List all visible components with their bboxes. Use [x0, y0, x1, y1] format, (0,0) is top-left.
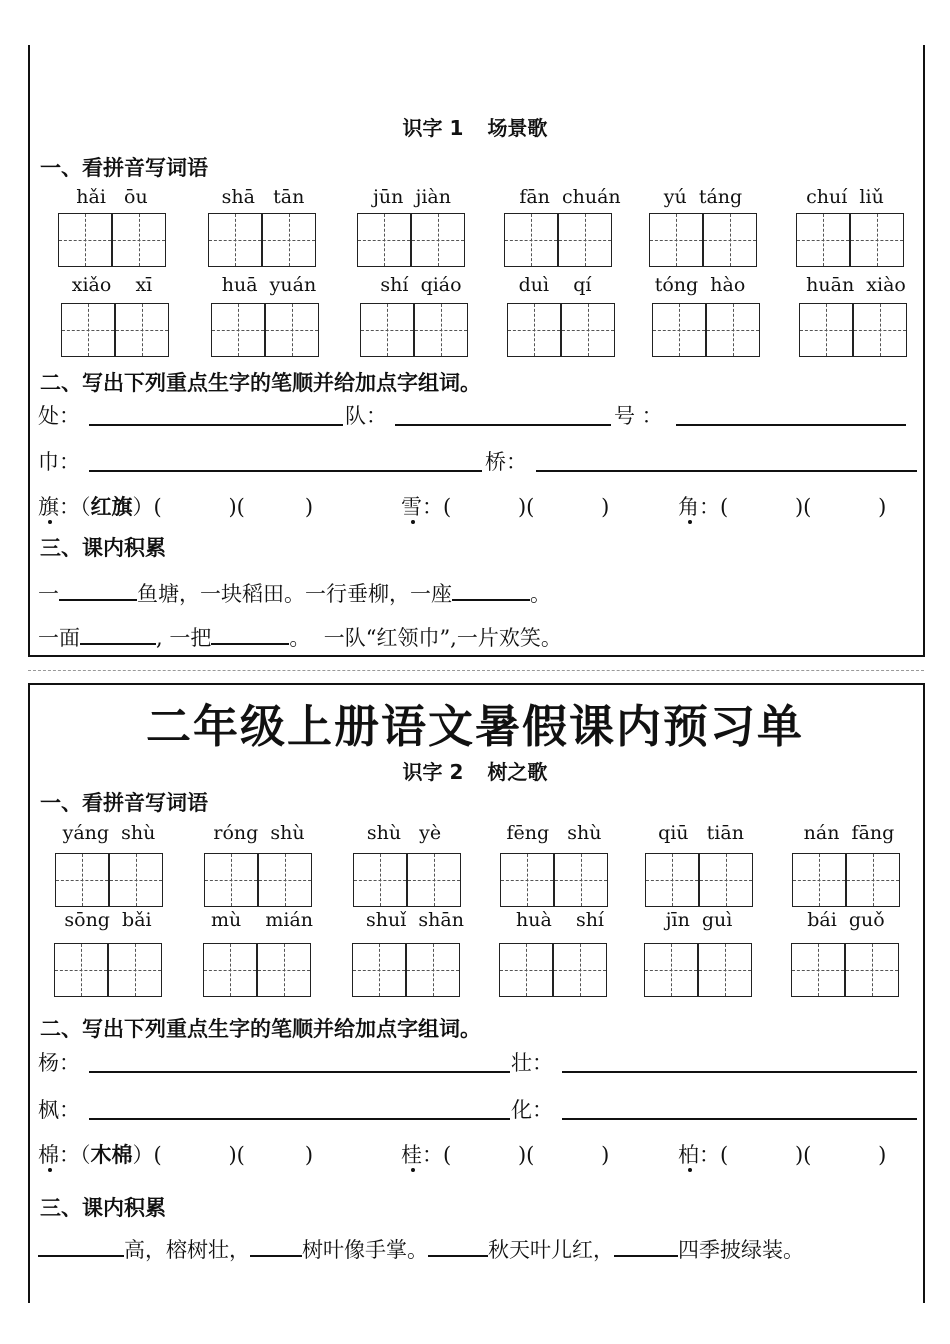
fill-blank[interactable] — [250, 1237, 302, 1257]
sheet2-pinyin-r2-5: jīn guì — [665, 909, 733, 931]
writing-box[interactable] — [411, 213, 465, 267]
stroke-char-qiao: 桥： — [485, 450, 527, 474]
writing-box[interactable] — [561, 303, 615, 357]
fill-blank[interactable] — [614, 1237, 678, 1257]
sheet2-main-title: 二年级上册语文暑假课内预习单 — [145, 700, 804, 753]
writing-box[interactable] — [257, 943, 311, 997]
writing-box[interactable] — [108, 943, 162, 997]
stroke-char-jin: 巾： — [38, 450, 80, 474]
sheet1-accum-line-2 — [38, 622, 562, 652]
fill-blank[interactable] — [80, 625, 156, 645]
writing-box[interactable] — [115, 303, 169, 357]
writing-box[interactable] — [652, 303, 706, 357]
sheet1-pinyin-r1-2: shā tān — [221, 186, 305, 208]
sheet2-lesson-name: 树之歌 — [487, 760, 548, 784]
word-blanks[interactable]: ）( )( ) — [132, 495, 314, 519]
writing-box[interactable] — [846, 853, 900, 907]
sheet1-pinyin-r2-1: xiǎo xī — [71, 274, 153, 296]
writing-box[interactable] — [699, 853, 753, 907]
sheet1-section1-heading: 一、看拼音写词语 — [40, 156, 208, 180]
sheet1-pinyin-r1-6: chuí liǔ — [806, 186, 884, 208]
writing-box[interactable] — [55, 853, 109, 907]
sheet2-pinyin-r2-1: sōng bǎi — [64, 909, 152, 931]
sheet2-pinyin-r2-4: huà shí — [515, 909, 605, 931]
answer-line[interactable] — [395, 424, 611, 426]
char-xue: 雪： — [401, 495, 443, 519]
sheet2-accum-line — [38, 1234, 804, 1264]
accum-text: 树叶像手掌。 — [302, 1238, 428, 1262]
writing-box[interactable] — [554, 853, 608, 907]
accum-text: 四季披绿装。 — [678, 1238, 804, 1262]
accum-text: , 一把 — [156, 626, 212, 650]
writing-box[interactable] — [258, 853, 312, 907]
writing-box[interactable] — [553, 943, 607, 997]
accum-text: 高，榕树壮， — [124, 1238, 250, 1262]
paren-open: （ — [80, 495, 91, 519]
emphasis-dot — [688, 520, 692, 524]
writing-box[interactable] — [406, 943, 460, 997]
writing-box[interactable] — [54, 943, 108, 997]
writing-box[interactable] — [208, 213, 262, 267]
stroke-char-yang: 杨： — [38, 1051, 80, 1075]
writing-box[interactable] — [649, 213, 703, 267]
stroke-char-hao: 号 ： — [614, 404, 663, 428]
sheet2-pinyin-r2-3: shuǐ shān — [366, 909, 464, 931]
writing-box[interactable] — [645, 853, 699, 907]
writing-box[interactable] — [109, 853, 163, 907]
answer-line[interactable] — [89, 424, 343, 426]
writing-box[interactable] — [850, 213, 904, 267]
sheet1-section2-heading: 二、写出下列重点生字的笔顺并给加点字组词。 — [40, 371, 481, 395]
sheet1-section3-heading: 三、课内积累 — [40, 536, 166, 560]
sheet1-pinyin-r1-4: fān chuán — [519, 186, 621, 208]
emphasis-dot — [688, 1168, 692, 1172]
word-blanks[interactable]: ）( )( ) — [132, 1143, 314, 1167]
sheet2-pinyin-r1-3: shù yè — [366, 822, 442, 844]
char-qi: 旗： — [38, 495, 80, 519]
writing-box[interactable] — [211, 303, 265, 357]
sheet1-pinyin-r1-1: hǎi ōu — [76, 186, 148, 208]
writing-box[interactable] — [703, 213, 757, 267]
answer-line[interactable] — [536, 470, 917, 472]
writing-box[interactable] — [265, 303, 319, 357]
writing-box[interactable] — [698, 943, 752, 997]
sheet2-lesson-heading — [0, 756, 950, 785]
accum-text: 秋天叶儿红， — [488, 1238, 614, 1262]
sheet1-word-group-1 — [38, 491, 313, 521]
sheet2-pinyin-r2-6: bái guǒ — [807, 909, 885, 931]
writing-box[interactable] — [791, 943, 845, 997]
sheet1-pinyin-r2-2: huā yuán — [221, 274, 317, 296]
writing-box[interactable] — [262, 213, 316, 267]
sheet1-bottom-border — [28, 655, 925, 657]
sheet1-accum-line-1 — [38, 578, 551, 608]
writing-box[interactable] — [204, 853, 258, 907]
sheet2-section1-heading: 一、看拼音写词语 — [40, 791, 208, 815]
writing-box[interactable] — [799, 303, 853, 357]
answer-line[interactable] — [562, 1071, 917, 1073]
writing-box[interactable] — [360, 303, 414, 357]
char-bai: 柏： — [678, 1143, 720, 1167]
sheet1-pinyin-r2-5: tóng hào — [654, 274, 746, 296]
accum-text: 。 — [530, 582, 551, 606]
writing-box[interactable] — [796, 213, 850, 267]
writing-box[interactable] — [112, 213, 166, 267]
sheet2-pinyin-r1-2: róng shù — [213, 822, 305, 844]
sheet1-word-group-2 — [401, 491, 609, 521]
accum-text: 一面 — [38, 626, 80, 650]
sheet2-section3-heading: 三、课内积累 — [40, 1196, 166, 1220]
stroke-char-dui: 队： — [345, 404, 387, 428]
writing-box[interactable] — [58, 213, 112, 267]
writing-box[interactable] — [203, 943, 257, 997]
writing-box[interactable] — [353, 853, 407, 907]
fill-blank[interactable] — [452, 581, 530, 601]
writing-box[interactable] — [706, 303, 760, 357]
sheet2-word-group-1 — [38, 1139, 313, 1169]
answer-line[interactable] — [676, 424, 906, 426]
writing-box[interactable] — [352, 943, 406, 997]
writing-box[interactable] — [500, 853, 554, 907]
char-jiao: 角： — [678, 495, 720, 519]
writing-box[interactable] — [558, 213, 612, 267]
emphasis-dot — [48, 520, 52, 524]
fill-blank[interactable] — [211, 625, 289, 645]
sheet2-pinyin-r1-5: qiū tiān — [658, 822, 744, 844]
sheet1-pinyin-r1-3: jūn jiàn — [373, 186, 451, 208]
sheet2-section2-heading: 二、写出下列重点生字的笔顺并给加点字组词。 — [40, 1017, 481, 1041]
accum-text: 鱼塘，一块稻田。一行垂柳，一座 — [137, 582, 452, 606]
sheet2-lesson-title: 识字 2 — [402, 760, 464, 784]
writing-box[interactable] — [845, 943, 899, 997]
answer-line[interactable] — [89, 1071, 510, 1073]
writing-box[interactable] — [644, 943, 698, 997]
sheet2-pinyin-r1-1: yáng shù — [62, 822, 156, 844]
word-blanks[interactable]: ( )( ) — [720, 1143, 887, 1167]
paren-open: （ — [80, 1143, 91, 1167]
page-separator — [28, 670, 924, 671]
fill-blank[interactable] — [38, 1237, 124, 1257]
sheet2-pinyin-r1-6: nán fāng — [803, 822, 895, 844]
writing-box[interactable] — [792, 853, 846, 907]
example-word: 红旗 — [90, 495, 133, 519]
word-blanks[interactable]: ( )( ) — [443, 1143, 610, 1167]
sheet1-lesson-name: 场景歌 — [487, 116, 548, 140]
sheet2-pinyin-r1-4: fēng shù — [506, 822, 602, 844]
answer-line[interactable] — [89, 470, 482, 472]
char-mian: 棉： — [38, 1143, 80, 1167]
writing-box[interactable] — [61, 303, 115, 357]
char-gui: 桂： — [401, 1143, 443, 1167]
sheet2-word-group-2 — [401, 1139, 609, 1169]
writing-box[interactable] — [414, 303, 468, 357]
stroke-char-zhuang: 壮： — [511, 1051, 553, 1075]
writing-box[interactable] — [407, 853, 461, 907]
fill-blank[interactable] — [428, 1237, 488, 1257]
answer-line[interactable] — [89, 1118, 510, 1120]
sheet2-word-group-3 — [678, 1139, 886, 1169]
sheet2-top-border — [28, 683, 925, 685]
sheet1-pinyin-r2-3: shí qiáo — [380, 274, 462, 296]
writing-box[interactable] — [357, 213, 411, 267]
fill-blank[interactable] — [59, 581, 137, 601]
answer-line[interactable] — [562, 1118, 917, 1120]
sheet1-word-group-3 — [678, 491, 886, 521]
example-word: 木棉 — [90, 1143, 133, 1167]
stroke-char-hua: 化： — [511, 1098, 553, 1122]
sheet1-pinyin-r2-6: huān xiào — [806, 274, 906, 296]
word-blanks[interactable]: ( )( ) — [443, 495, 610, 519]
emphasis-dot — [411, 520, 415, 524]
sheet1-pinyin-r2-4: duì qí — [518, 274, 592, 296]
sheet2-pinyin-r2-2: mù mián — [210, 909, 314, 931]
writing-box[interactable] — [853, 303, 907, 357]
writing-box[interactable] — [499, 943, 553, 997]
stroke-char-chu: 处： — [38, 404, 80, 428]
sheet1-pinyin-r1-5: yú táng — [663, 186, 743, 208]
accum-text: 一 — [38, 582, 59, 606]
sheet1-lesson-title: 识字 1 — [402, 116, 464, 140]
word-blanks[interactable]: ( )( ) — [720, 495, 887, 519]
writing-box[interactable] — [504, 213, 558, 267]
emphasis-dot — [48, 1168, 52, 1172]
emphasis-dot — [411, 1168, 415, 1172]
sheet1-lesson-heading — [0, 112, 950, 141]
stroke-char-feng: 枫： — [38, 1098, 80, 1122]
accum-text: 。 一队“红领巾”,一片欢笑。 — [289, 626, 562, 650]
writing-box[interactable] — [507, 303, 561, 357]
